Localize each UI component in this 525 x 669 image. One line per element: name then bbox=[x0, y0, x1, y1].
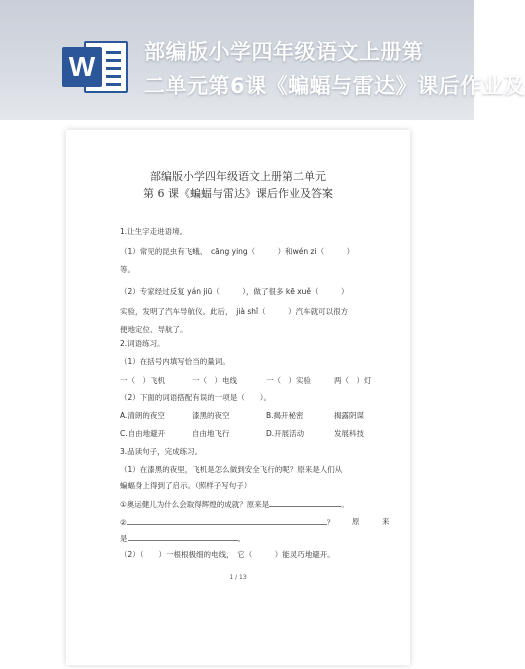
word-logo-badge: W bbox=[62, 47, 102, 87]
measure-word-item: 两（ ）灯 bbox=[334, 376, 372, 385]
example-b-word-2: 来 bbox=[382, 517, 390, 526]
question-3-1: （1）在漆黑的夜里，飞机是怎么做到安全飞行的呢？原来是人们从 bbox=[120, 465, 343, 474]
option-item: 发展科技 bbox=[334, 429, 364, 438]
question-1-2: （2）专家经过反复 yán jiū（ ），做了很多 kē xuě（ ） bbox=[120, 287, 349, 296]
document-title-line1: 部编版小学四年级语文上册第二单元 bbox=[150, 170, 326, 183]
question-1-heading: 1.让生字走进语境。 bbox=[120, 227, 188, 236]
example-a-end: 。 bbox=[341, 500, 349, 509]
banner-title-line2: 二单元第6课《蝙蝠与雷达》课后作业及 bbox=[144, 74, 525, 98]
header-banner bbox=[0, 0, 525, 120]
answer-blank bbox=[269, 498, 341, 507]
option-item: C.自由地避开 bbox=[120, 429, 166, 438]
example-b-text: ② bbox=[120, 518, 127, 527]
question-1-1-cont: 等。 bbox=[120, 265, 135, 274]
question-1-2-cont: 实验，发明了汽车导航仪。此后， jià shǐ（ ）汽车就可以很方 bbox=[120, 307, 349, 316]
question-3-2: （2）（ ）一根根极细的电线， 它（ ）能灵巧地避开。 bbox=[120, 550, 335, 559]
document-page bbox=[66, 130, 410, 665]
question-2-2: （2）下面的词语搭配有误的一项是（ ）。 bbox=[120, 393, 272, 402]
question-3-example-c bbox=[120, 532, 245, 544]
answer-blank bbox=[127, 516, 327, 525]
question-2-heading: 2.词语练习。 bbox=[120, 339, 165, 348]
page-number: 1 / 13 bbox=[229, 574, 247, 581]
example-b-word-1: 原 bbox=[352, 517, 360, 526]
option-item: B.揭开秘密 bbox=[266, 411, 304, 420]
option-item: 揭露阴谋 bbox=[334, 411, 364, 420]
question-3-example-a bbox=[120, 498, 349, 510]
measure-word-item: 一（ ）电线 bbox=[192, 376, 237, 385]
word-document-icon bbox=[62, 38, 130, 96]
example-b-qmark: ？ bbox=[326, 518, 335, 527]
document-title-line2: 第 6 课《蝙蝠与雷达》课后作业及答案 bbox=[143, 187, 333, 200]
measure-word-item: 一（ ）实验 bbox=[266, 376, 311, 385]
question-1-1: （1）常见的昆虫有飞蛾、 cāng ying（ ）和wén zi（ ） bbox=[120, 247, 355, 256]
example-c-end: 。 bbox=[237, 534, 245, 543]
example-c-text: 是 bbox=[120, 534, 128, 543]
answer-blank bbox=[128, 532, 238, 541]
measure-word-item: 一（ ）飞机 bbox=[120, 376, 165, 385]
question-1-2-cont2: 便地定位、导航了。 bbox=[120, 325, 188, 334]
option-item: A.清朗的夜空 bbox=[120, 411, 165, 420]
question-3-1-cont: 蝙蝠身上得到了启示。（照样子写句子） bbox=[120, 481, 252, 490]
question-2-1: （1）在括号内填写恰当的量词。 bbox=[120, 357, 230, 366]
option-item: 漆黑的夜空 bbox=[192, 411, 230, 420]
question-3-example-b bbox=[120, 516, 390, 528]
banner-title-line1: 部编版小学四年级语文上册第 bbox=[144, 40, 424, 64]
example-a-text: ①奥运健儿为什么会取得辉煌的成就？原来是 bbox=[120, 500, 270, 509]
option-item: D.开展活动 bbox=[266, 429, 305, 438]
question-3-heading: 3.品读句子，完成练习。 bbox=[120, 447, 203, 456]
option-item: 自由地飞行 bbox=[192, 429, 230, 438]
